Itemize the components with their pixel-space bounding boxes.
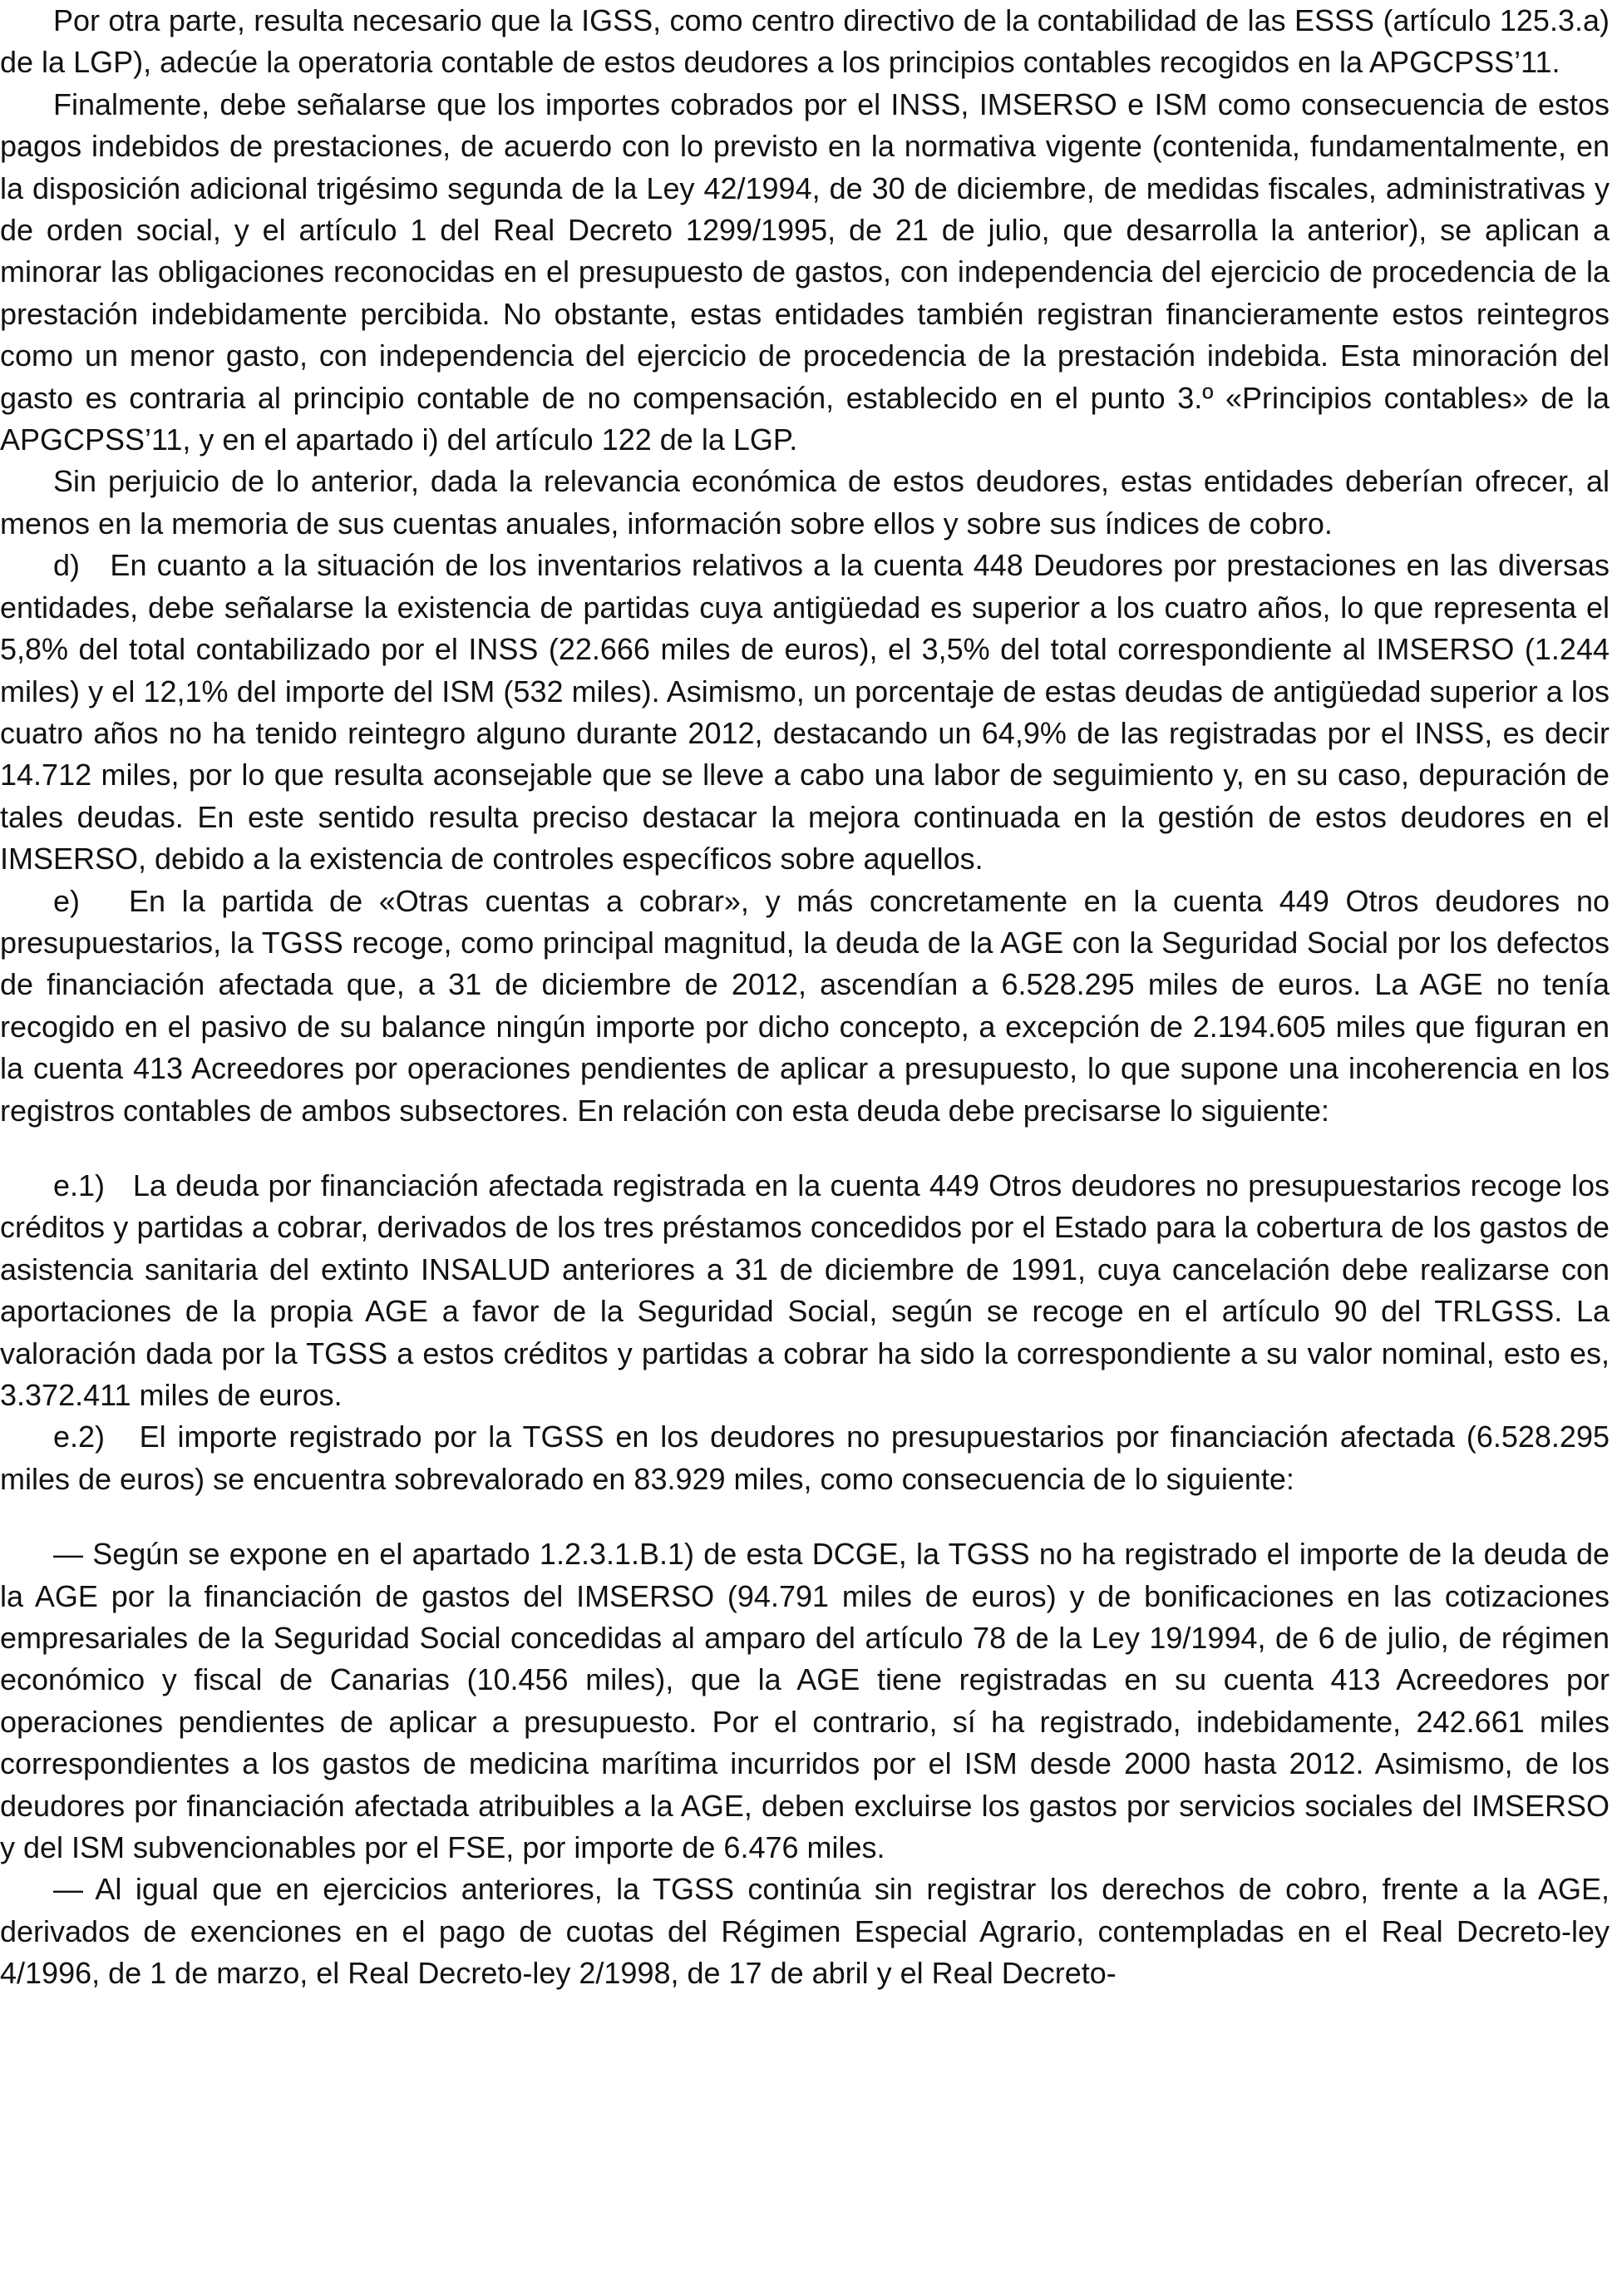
paragraph-dash-ejercicios-anteriores: — Al igual que en ejercicios anteriores, la TGSS continúa sin registrar los derechos de cobro, frente a la AGE, derivados de exenciones en el pago de cuotas del Régimen Especial Agrario, contempladas en el Real Decreto-ley 4/1996, de 1 de marzo, el Real Decreto-ley 2/1998, de 17 de abril y el Real Decreto- <box>0 1872 1610 1991</box>
paragraph-e1-deuda-financiacion: e.1) La deuda por financiación afectada registrada en la cuenta 449 Otros deudores no presupuestarios recoge los créditos y partidas a cobrar, derivados de los tres préstamos concedidos por el Estado para la cobertura de los gastos de asistencia sanitaria del extinto INSALUD anteriores a 31 de diciembre de 1991, cuya cancelación debe realizarse con aportaciones de la propia AGE a favor de la Seguridad Social, según se recoge en el artículo 90 del TRLGSS. La valoración dada por la TGSS a estos créditos y partidas a cobrar ha sido la correspondiente a su valor nominal, esto es, 3.372.411 miles de euros. <box>0 1168 1610 1412</box>
paragraph-relevancia-economica: Sin perjuicio de lo anterior, dada la relevancia económica de estos deudores, estas entidades deberían ofrecer, al menos en la memoria de sus cuentas anuales, información sobre ellos y sobre sus índices de cobro. <box>0 464 1610 541</box>
paragraph-importes-cobrados: Finalmente, debe señalarse que los importes cobrados por el INSS, IMSERSO e ISM como consecuencia de estos pagos indebidos de prestaciones, de acuerdo con lo previsto en la normativa vigente (contenida, fundamentalmente, en la disposición adicional trigésimo segunda de la Ley 42/1994, de 30 de diciembre, de medidas fiscales, administrativas y de orden social, y el artículo 1 del Real Decreto 1299/1995, de 21 de julio, que desarrolla la anterior), se aplican a minorar las obligaciones reconocidas en el presupuesto de gastos, con independencia del ejercicio de procedencia de la prestación indebidamente percibida. No obstante, estas entidades también registran financieramente estos reintegros como un menor gasto, con independencia del ejercicio de procedencia de la prestación indebida. Esta minoración del gasto es contraria al principio contable de no compensación, establecido en el punto 3.º «Principios contables» de la APGCPSS’11, y en el apartado i) del artículo 122 de la LGP. <box>0 86 1610 457</box>
paragraph-e-otras-cuentas: e) En la partida de «Otras cuentas a cobrar», y más concretamente en la cuenta 449 Otros deudores no presupuestarios, la TGSS recoge, como principal magnitud, la deuda de la AGE con la Seguridad Social por los defectos de financiación afectada que, a 31 de diciembre de 2012, ascendían a 6.528.295 miles de euros. La AGE no tenía recogido en el pasivo de su balance ningún importe por dicho concepto, a excepción de 2.194.605 miles que figuran en la cuenta 413 Acreedores por operaciones pendientes de aplicar a presupuesto, lo que supone una incoherencia en los registros contables de ambos subsectores. En relación con esta deuda debe precisarse lo siguiente: <box>0 883 1610 1128</box>
paragraph-e2-importe-registrado: e.2) El importe registrado por la TGSS en los deudores no presupuestarios por financiación afectada (6.528.295 miles de euros) se encuentra sobrevalorado en 83.929 miles, como consecuencia de lo siguiente: <box>0 1420 1610 1496</box>
paragraph-dash-segun-apartado: — Según se expone en el apartado 1.2.3.1.B.1) de esta DCGE, la TGSS no ha registrado el importe de la deuda de la AGE por la financiación de gastos del IMSERSO (94.791 miles de euros) y de bonificaciones en las cotizaciones empresariales de la Seguridad Social concedidas al amparo del artículo 78 de la Ley 19/1994, de 6 de julio, de régimen económico y fiscal de Canarias (10.456 miles), que la AGE tiene registradas en su cuenta 413 Acreedores por operaciones pendientes de aplicar a presupuesto. Por el contrario, sí ha registrado, indebidamente, 242.661 miles correspondientes a los gastos de medicina marítima incurridos por el ISM desde 2000 hasta 2012. Asimismo, de los deudores por financiación afectada atribuibles a la AGE, deben excluirse los gastos por servicios sociales del IMSERSO y del ISM subvencionables por el FSE, por importe de 6.476 miles. <box>0 1537 1610 1865</box>
paragraph-igss-operatoria: Por otra parte, resulta necesario que la IGSS, como centro directivo de la contabilidad de las ESSS (artículo 125.3.a) de la LGP), adecúe la operatoria contable de estos deudores a los principios contables recogidos en la APGCPSS’11. <box>0 3 1610 80</box>
paragraph-d-inventarios: d) En cuanto a la situación de los inventarios relativos a la cuenta 448 Deudores por prestaciones en las diversas entidades, debe señalarse la existencia de partidas cuya antigüedad es superior a los cuatro años, lo que representa el 5,8% del total contabilizado por el INSS (22.666 miles de euros), el 3,5% del total correspondiente al IMSERSO (1.244 miles) y el 12,1% del importe del ISM (532 miles). Asimismo, un porcentaje de estas deudas de antigüedad superior a los cuatro años no ha tenido reintegro alguno durante 2012, destacando un 64,9% de las registradas por el INSS, es decir 14.712 miles, por lo que resulta aconsejable que se lleve a cabo una labor de seguimiento y, en su caso, depuración de tales deudas. En este sentido resulta preciso destacar la mejora continuada en la gestión de estos deudores en el IMSERSO, debido a la existencia de controles específicos sobre aquellos. <box>0 548 1610 876</box>
